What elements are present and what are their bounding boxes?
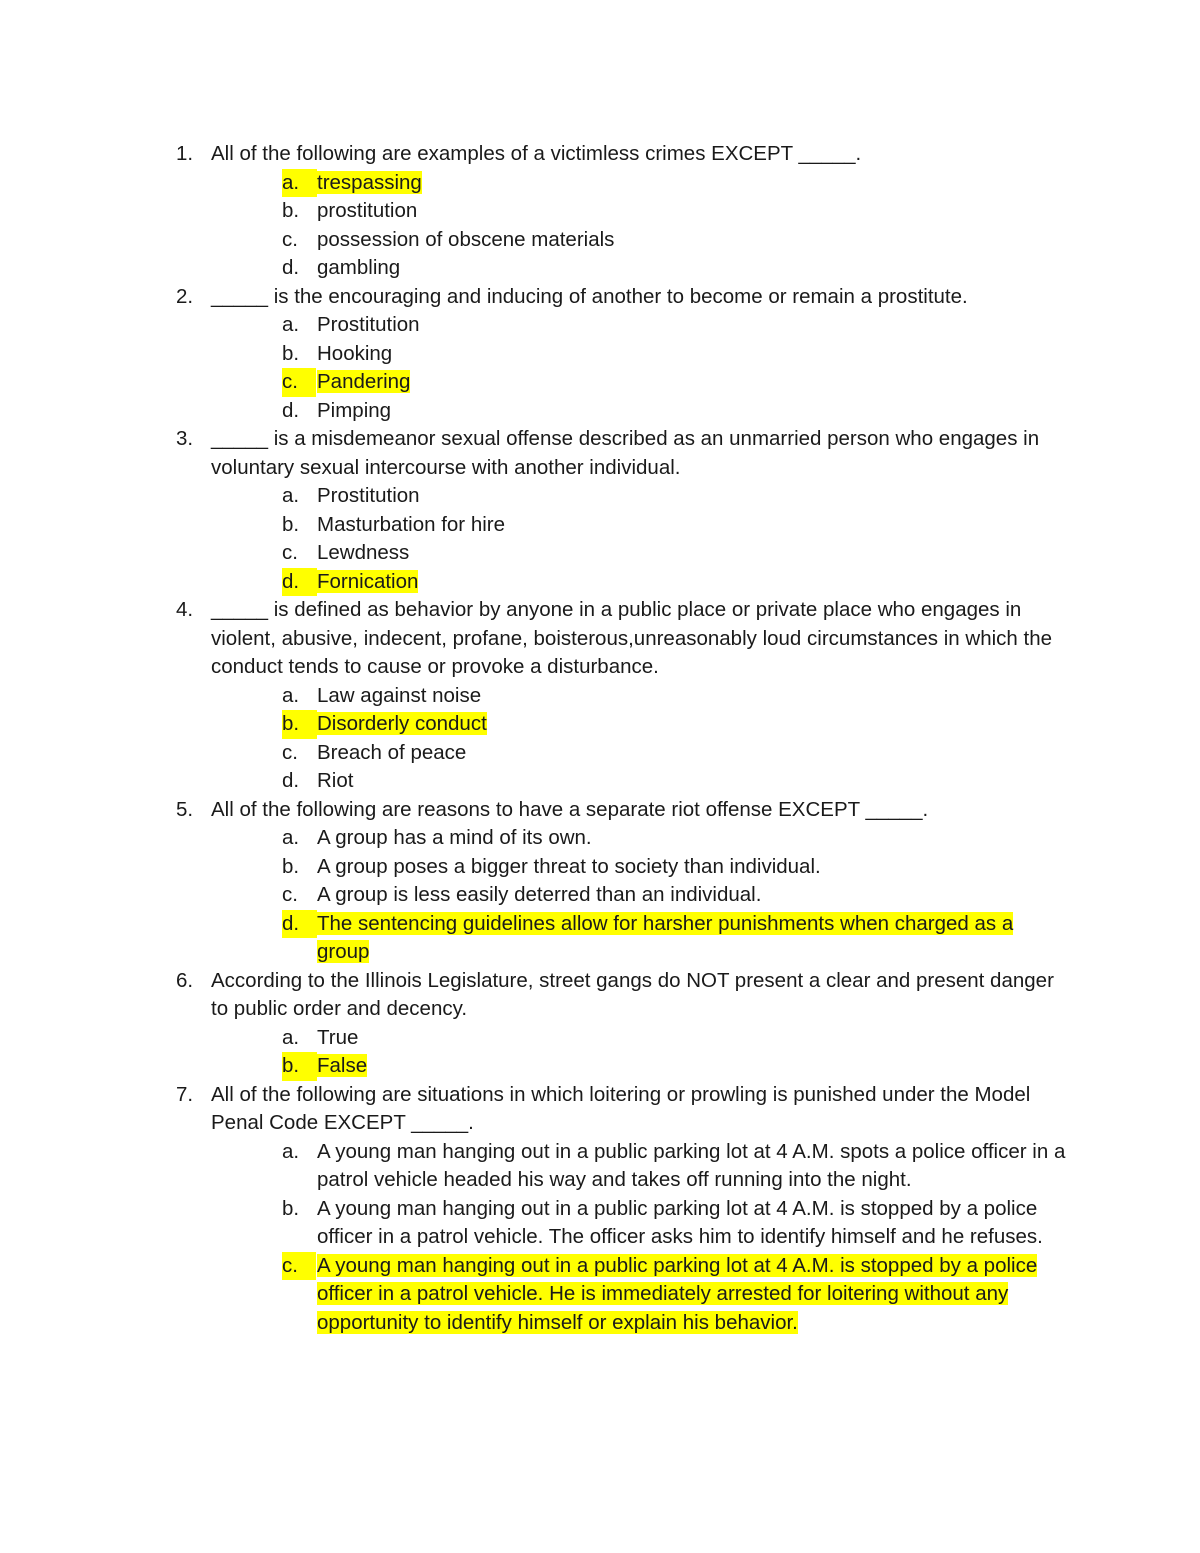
option-letter: c. xyxy=(282,883,298,906)
option-text: A young man hanging out in a public parking lot at 4 A.M. is stopped by a police officer in a patrol vehicle. He is immediately arrested for loitering without any opportunity to identify himself or explain his behavior. xyxy=(317,1253,1038,1334)
option-letter: d. xyxy=(282,256,300,279)
option-text: Law against noise xyxy=(317,683,482,707)
question-text: All of the following are reasons to have a separate riot offense EXCEPT _____. xyxy=(211,797,929,821)
option-text: Fornication xyxy=(317,569,419,593)
option-letter: d. xyxy=(282,910,317,939)
question-text: All of the following are situations in which loitering or prowling is punished under the Model Penal Code EXCEPT _____. xyxy=(211,1082,1031,1134)
answer-option-highlighted xyxy=(211,169,1066,198)
answer-option xyxy=(211,767,1066,796)
option-text: Pimping xyxy=(317,398,392,422)
question-list xyxy=(176,140,1066,1337)
answer-options xyxy=(211,311,1066,425)
question-5 xyxy=(176,796,1066,967)
option-text: A young man hanging out in a public parking lot at 4 A.M. is stopped by a police officer in a patrol vehicle. The officer asks him to identify himself and he refuses. xyxy=(317,1196,1043,1248)
answer-option xyxy=(211,482,1066,511)
option-letter: c. xyxy=(282,227,298,251)
option-text: prostitution xyxy=(317,199,418,222)
question-number: 6. xyxy=(176,968,194,992)
answer-option xyxy=(211,254,1066,283)
option-letter: a. xyxy=(282,683,300,707)
option-letter: c. xyxy=(282,368,316,397)
answer-option xyxy=(211,311,1066,340)
question-6 xyxy=(176,967,1066,1081)
answer-option xyxy=(211,682,1066,711)
option-text: Breach of peace xyxy=(317,740,467,764)
question-3 xyxy=(176,425,1066,596)
option-letter: b. xyxy=(282,341,300,365)
answer-option-highlighted xyxy=(211,910,1066,967)
option-text: Hooking xyxy=(317,341,393,365)
option-letter: a. xyxy=(282,826,300,849)
option-letter: d. xyxy=(282,398,300,422)
answer-options xyxy=(211,482,1066,596)
question-number: 1. xyxy=(176,142,194,165)
question-text: _____ is a misdemeanor sexual offense described as an unmarried person who engages in voluntary sexual intercourse with another individual. xyxy=(211,427,1040,479)
question-text: All of the following are examples of a victimless crimes EXCEPT _____. xyxy=(211,142,862,165)
question-2 xyxy=(176,283,1066,426)
option-text: possession of obscene materials xyxy=(317,227,615,251)
option-text: The sentencing guidelines allow for harsher punishments when charged as a group xyxy=(317,911,1014,963)
option-letter: b. xyxy=(282,512,300,536)
option-text: trespassing xyxy=(317,170,422,194)
question-text: _____ is defined as behavior by anyone in a public place or private place who engages in violent, abusive, indecent, profane, boisterous,unreasonably loud circumstances in which the conduct tends to cause or provoke a disturbance. xyxy=(211,598,1052,678)
option-text: A young man hanging out in a public parking lot at 4 A.M. spots a police officer in a patrol vehicle headed his way and takes off running into the night. xyxy=(317,1139,1066,1191)
answer-option xyxy=(211,511,1066,540)
answer-option-highlighted xyxy=(211,710,1066,739)
option-text: Pandering xyxy=(317,370,411,393)
question-4 xyxy=(176,596,1066,796)
answer-option xyxy=(211,739,1066,768)
question-text: _____ is the encouraging and inducing of another to become or remain a prostitute. xyxy=(211,284,968,308)
answer-option xyxy=(211,853,1066,882)
option-text: A group poses a bigger threat to society than individual. xyxy=(317,854,821,878)
question-number: 5. xyxy=(176,797,194,821)
answer-option xyxy=(211,1138,1066,1195)
option-letter: c. xyxy=(282,1252,316,1281)
answer-options xyxy=(211,169,1066,283)
answer-option xyxy=(211,824,1066,853)
question-7 xyxy=(176,1081,1066,1338)
answer-options xyxy=(211,1024,1066,1081)
option-letter: c. xyxy=(282,541,298,564)
option-text: Prostitution xyxy=(317,484,420,507)
option-text: False xyxy=(317,1054,368,1077)
answer-option xyxy=(211,340,1066,369)
option-letter: a. xyxy=(282,169,317,198)
answer-options xyxy=(211,682,1066,796)
answer-option-highlighted xyxy=(211,1052,1066,1081)
option-letter: b. xyxy=(282,1052,317,1081)
question-1 xyxy=(176,140,1066,283)
option-letter: b. xyxy=(282,854,300,878)
answer-option xyxy=(211,539,1066,568)
option-letter: b. xyxy=(282,1196,300,1220)
option-letter: b. xyxy=(282,710,317,739)
option-letter: a. xyxy=(282,313,300,336)
answer-option-highlighted xyxy=(211,368,1066,397)
option-letter: d. xyxy=(282,568,317,597)
answer-option xyxy=(211,881,1066,910)
option-letter: c. xyxy=(282,740,298,764)
option-text: A group is less easily deterred than an individual. xyxy=(317,883,762,906)
option-text: A group has a mind of its own. xyxy=(317,826,592,849)
answer-options xyxy=(211,824,1066,967)
option-letter: a. xyxy=(282,1025,300,1049)
question-number: 7. xyxy=(176,1082,194,1106)
answer-option-highlighted xyxy=(211,1252,1066,1338)
answer-option-highlighted xyxy=(211,568,1066,597)
option-letter: a. xyxy=(282,484,300,507)
option-letter: a. xyxy=(282,1139,300,1163)
option-letter: d. xyxy=(282,769,300,792)
option-letter: b. xyxy=(282,199,300,222)
answer-option xyxy=(211,1195,1066,1252)
answer-option xyxy=(211,197,1066,226)
option-text: Prostitution xyxy=(317,313,420,336)
question-number: 3. xyxy=(176,427,194,450)
answer-option xyxy=(211,1024,1066,1053)
option-text: Masturbation for hire xyxy=(317,512,506,536)
answer-option xyxy=(211,226,1066,255)
answer-options xyxy=(211,1138,1066,1338)
option-text: gambling xyxy=(317,256,401,279)
option-text: Disorderly conduct xyxy=(317,712,487,735)
option-text: True xyxy=(317,1025,359,1049)
option-text: Riot xyxy=(317,769,354,792)
question-number: 2. xyxy=(176,284,194,308)
question-number: 4. xyxy=(176,598,194,621)
option-text: Lewdness xyxy=(317,541,410,564)
answer-option xyxy=(211,397,1066,426)
question-text: According to the Illinois Legislature, street gangs do NOT present a clear and present danger to public order and decency. xyxy=(211,968,1054,1020)
